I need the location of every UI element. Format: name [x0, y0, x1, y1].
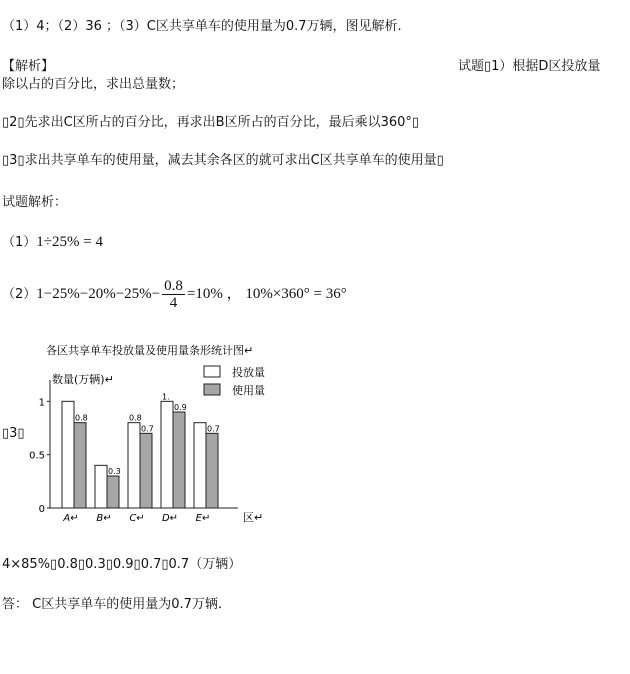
y-tick-label: 0 [38, 504, 45, 515]
release-bar [161, 401, 173, 508]
x-tick-label: A↵ [63, 513, 79, 524]
x-tick-label: B↵ [96, 513, 112, 524]
legend-label-release: 投放量 [232, 366, 265, 379]
x-axis-label: 区↵ [243, 511, 264, 524]
calc1-prefix: （1） [2, 235, 37, 250]
usage-bar [206, 433, 218, 508]
x-tick-label: E↵ [195, 513, 211, 524]
step2-hint: ▯2▯先求出C区所占的百分比，再求出B区所占的百分比，最后乘以360°▯ [2, 115, 420, 130]
legend-label-usage: 使用量 [232, 384, 265, 397]
calc2-expr-left: 1−25%−20%−25%− [36, 286, 161, 302]
analysis-label: 【解析】 [2, 59, 55, 74]
fraction-denominator: 4 [169, 295, 178, 311]
release-bar [95, 465, 107, 508]
legend-swatch-release [204, 366, 220, 377]
data-label: 0.9 [174, 403, 187, 412]
y-axis-label: 数量(万辆)↵ [52, 373, 114, 386]
data-label: 0.8 [129, 413, 142, 423]
data-label: 0.8 [75, 413, 88, 423]
release-bar [62, 401, 74, 508]
fraction-numerator: 0.8 [164, 278, 183, 294]
data-label: 0.3 [108, 467, 121, 476]
x-tick-label: D↵ [161, 513, 179, 524]
chart-marks [29, 392, 220, 524]
release-bar [194, 423, 206, 508]
y-tick-label: 0.5 [29, 450, 45, 462]
calc2-expr-right: =10% ， 10%×360° = 36° [186, 286, 347, 302]
hint-right: 试题▯1）根据D区投放量 [458, 59, 601, 74]
bar-chart [29, 340, 284, 530]
x-tick-label: C↵ [129, 513, 145, 524]
usage-bar [173, 412, 185, 508]
part3-label: ▯3▯ [2, 426, 25, 441]
chart-title: 各区共享单车投放量及使用量条形统计图↵ [46, 344, 254, 357]
calc2-line [2, 276, 347, 313]
solution-label: 试题解析： [2, 195, 68, 210]
usage-bar [140, 433, 152, 508]
usage-bar [74, 423, 86, 508]
data-label: 0.7 [141, 424, 154, 434]
calc1-expr: 1÷25% = 4 [36, 234, 103, 250]
answer-line: （1）4；（2）36 ；（3）C区共享单车的使用量为0.7万辆，图见解析. [2, 19, 402, 34]
calc3-line: 4×85%▯0.8▯0.3▯0.9▯0.7▯0.7（万辆） [2, 557, 242, 572]
calc1-line [2, 233, 103, 252]
hint-continuation: 除以占的百分比，求出总量数； [2, 77, 185, 92]
legend [204, 365, 265, 397]
legend-swatch-usage [204, 384, 220, 395]
release-bar [128, 423, 140, 508]
calc2-prefix: （2） [2, 287, 37, 302]
usage-bar [107, 476, 119, 508]
data-label: 0.7 [207, 424, 220, 434]
final-answer: 答： C区共享单车的使用量为0.7万辆． [2, 597, 231, 612]
data-label: 1. [162, 392, 170, 402]
y-tick-label: 1 [38, 397, 45, 409]
calc2-fraction [162, 278, 185, 311]
step3-hint: ▯3▯求出共享单车的使用量，减去其余各区的就可求出C区共享单车的使用量▯ [2, 153, 444, 168]
